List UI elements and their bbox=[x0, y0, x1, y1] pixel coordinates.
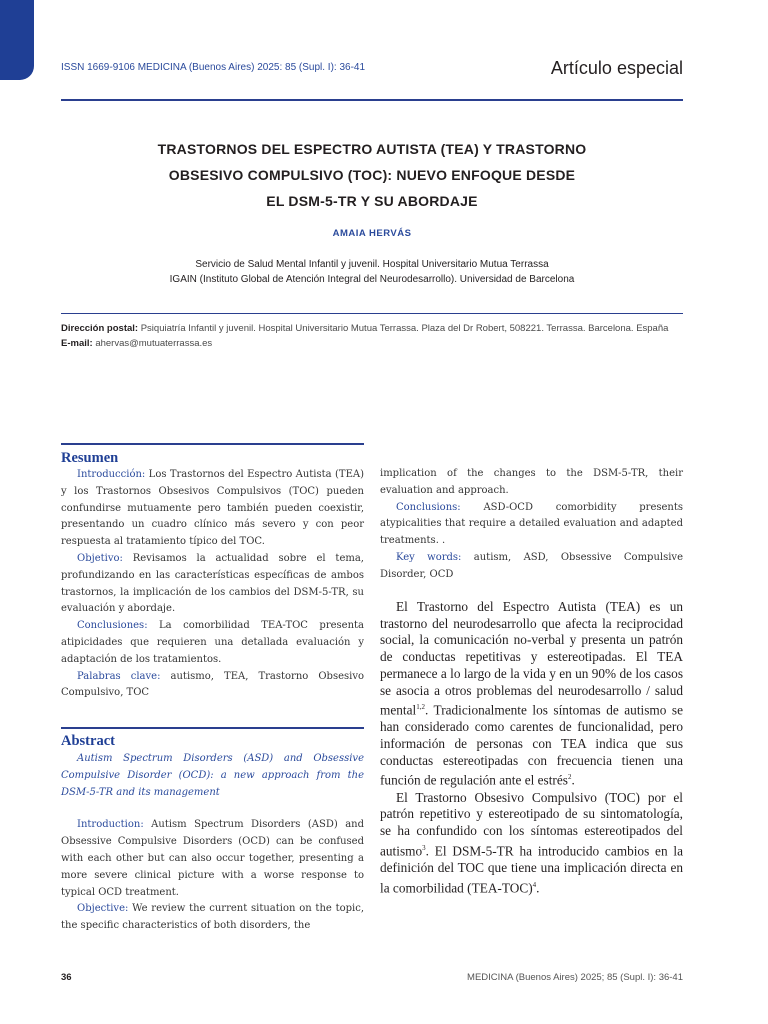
text: . Tradicionalmente los síntomas de autismo se han considerado como carentes de funcionalidad, pero información de personas con TEA indica que sus conductas estereotipadas con frecuencia tienen una función de regulación ante el estrés bbox=[380, 702, 683, 788]
reference[interactable]: 3 bbox=[422, 843, 426, 852]
header-rule bbox=[61, 99, 683, 101]
corner-tab bbox=[0, 0, 34, 80]
abstract-rule bbox=[61, 727, 364, 729]
title-line: OBSESIVO COMPULSIVO (TOC): NUEVO ENFOQUE DESDE bbox=[168, 167, 576, 183]
resumen-heading: Resumen bbox=[61, 450, 119, 466]
text: La comorbilidad TEA-TOC presenta atipicidades que requieren una detallada evaluación y adaptación de los tratamientos. bbox=[61, 620, 364, 665]
abstract-objective-cont: implication of the changes to the DSM-5-TR, their evaluation and approach. bbox=[380, 468, 683, 496]
affiliation-line: Servicio de Salud Mental Infantil y juvenil. Hospital Universitario Mutua Terrassa bbox=[195, 259, 549, 270]
text: Los Trastornos del Espectro Autista (TEA) y los Trastornos Obsesivos Compulsivos (TOC) pueden confundirse mutuamente pero también pueden coexistir, presentando un cuadro clínico más severo y con peor respuesta al tratamiento típico del TOC. bbox=[61, 469, 364, 548]
label: Conclusiones: bbox=[77, 620, 148, 632]
resumen-body bbox=[61, 467, 364, 702]
author-name: AMAIA HERVÁS bbox=[332, 228, 412, 239]
article-type: Artículo especial bbox=[550, 58, 683, 78]
body-paragraph-2 bbox=[380, 790, 683, 897]
address-label: Dirección postal: bbox=[61, 323, 139, 334]
label: Palabras clave: bbox=[77, 670, 161, 682]
text: . El DSM-5-TR ha introducido cambios en la definición del TOC que tiene una implicación directa en la comorbilidad (TEA-TOC) bbox=[380, 843, 683, 895]
affiliation-rule bbox=[61, 313, 683, 314]
label: Key words: bbox=[396, 551, 462, 563]
label: Conclusions: bbox=[396, 501, 461, 513]
resumen-conclusions bbox=[61, 618, 364, 668]
text: El Trastorno Obsesivo Compulsivo (TOC) por el patrón repetitivo y estereotipado de su sintomatología, se ha confundido con los síntomas estereotipados del autismo bbox=[380, 789, 683, 859]
reference[interactable]: 2 bbox=[567, 773, 572, 782]
abstract-continued bbox=[380, 466, 683, 584]
abstract-body bbox=[61, 751, 364, 935]
affiliation-line: IGAIN (Instituto Global de Atención Integral del Neurodesarrollo). Universidad de Barcelona bbox=[169, 273, 575, 285]
text: ASD-OCD comorbidity presents atypicalities that require a detailed evaluation and adapted treatments. . bbox=[380, 501, 684, 547]
resumen-intro bbox=[61, 467, 364, 551]
resumen-keywords bbox=[61, 669, 364, 703]
article-title bbox=[61, 136, 683, 214]
label: Objetivo: bbox=[77, 552, 123, 564]
text: Autism Spectrum Disorders (ASD) and Obsessive Compulsive Disorders (OCD) can be confused with each other but can also occur together, presenting a more severe clinical picture with a worse response to typical OCD treatment. bbox=[61, 819, 364, 898]
abstract-conclusions bbox=[380, 500, 683, 550]
abstract-heading: Abstract bbox=[61, 733, 115, 749]
text: . bbox=[571, 772, 575, 788]
footer-citation: MEDICINA (Buenos Aires) 2025; 85 (Supl. I): 36-41 bbox=[467, 972, 683, 983]
affiliations bbox=[61, 258, 683, 287]
text: autismo, TEA, Trastorno Obsesivo Compulsivo, TOC bbox=[61, 670, 365, 699]
label: Objective: bbox=[77, 903, 129, 915]
page-number: 36 bbox=[61, 972, 72, 983]
reference[interactable]: 4 bbox=[532, 880, 537, 889]
postal-address: Psiquiatría Infantil y juvenil. Hospital Universitario Mutua Terrassa. Plaza del Dr Robert, 508221. Terrassa. Barcelona. España bbox=[140, 323, 669, 334]
email-label: E-mail: bbox=[61, 338, 93, 349]
journal-citation: ISSN 1669-9106 MEDICINA (Buenos Aires) 2025: 85 (Supl. I): 36-41 bbox=[61, 62, 366, 73]
label: Introduction: bbox=[77, 819, 144, 831]
title-line: TRASTORNOS DEL ESPECTRO AUTISTA (TEA) Y TRASTORNO bbox=[157, 141, 587, 157]
resumen-rule bbox=[61, 443, 364, 445]
contact-block bbox=[61, 321, 683, 351]
resumen-objective bbox=[61, 551, 364, 618]
main-body bbox=[380, 599, 683, 897]
body-paragraph-1 bbox=[380, 599, 683, 790]
text: . bbox=[536, 879, 540, 895]
abstract-keywords bbox=[380, 550, 683, 584]
text: We review the current situation on the topic, the specific characteristics of both disorders, the bbox=[61, 903, 364, 932]
abstract-intro bbox=[61, 817, 364, 901]
email-link[interactable]: ahervas@mutuaterrassa.es bbox=[95, 338, 213, 349]
abstract-english-title: Autism Spectrum Disorders (ASD) and Obsessive Compulsive Disorder (OCD): a new approach from the DSM-5-TR and its management bbox=[61, 753, 364, 798]
title-line: EL DSM-5-TR Y SU ABORDAJE bbox=[266, 193, 478, 209]
text: autism, ASD, Obsessive Compulsive Disorder, OCD bbox=[380, 551, 683, 580]
abstract-objective bbox=[61, 901, 364, 935]
label: Introducción: bbox=[77, 469, 146, 480]
reference[interactable]: 1,2 bbox=[416, 703, 425, 712]
text: Revisamos la actualidad sobre el tema, profundizando en las características específicas de ambos trastornos, la implicación de los cambios del DSM-5-TR, su evaluación y abordaje. bbox=[61, 552, 364, 615]
text: El Trastorno del Espectro Autista (TEA) es un trastorno del neurodesarrollo que afecta la reciprocidad social, la comunicación no-verbal y presenta un patrón de conductas repetitivas y estereotipadas. El TEA permanece a lo largo de la vida y en un 90% de los casos se asocia a otros problemas del neurodesarrollo / salud mental bbox=[380, 599, 683, 718]
